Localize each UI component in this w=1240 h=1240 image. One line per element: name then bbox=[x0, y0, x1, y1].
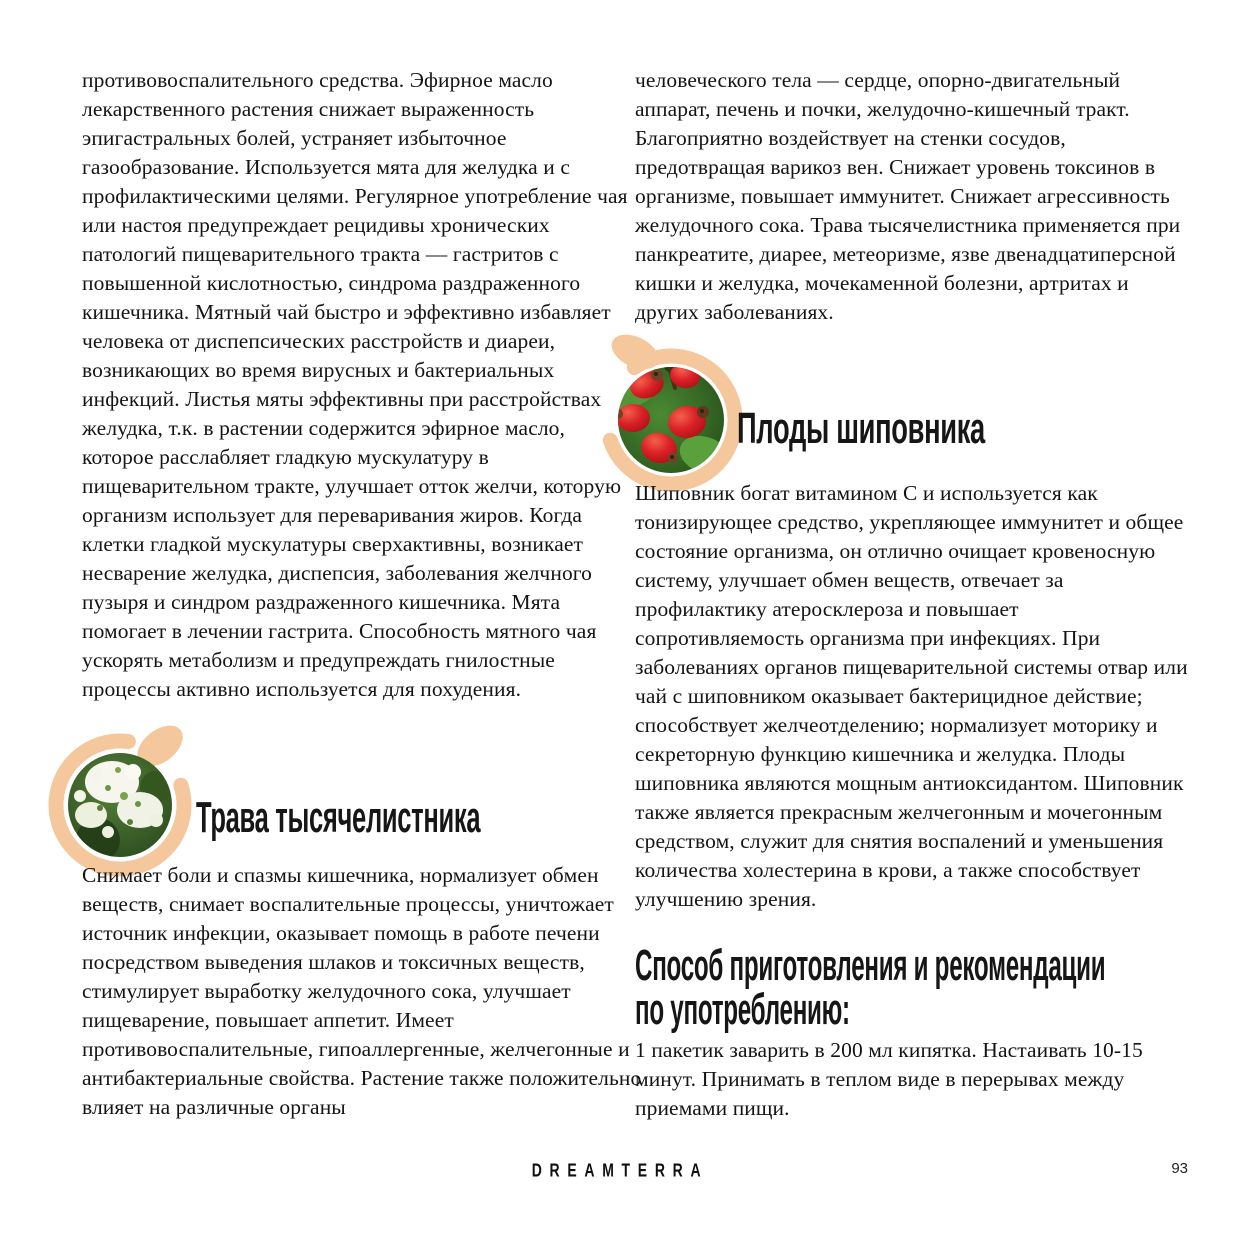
yarrow-section-title-text: Трава тысячелистника bbox=[196, 793, 481, 842]
yarrow-paragraph: Снимает боли и спазмы кишечника, нормализует обмен веществ, снимает воспалительные процессы, уничтожает источник инфекции, оказывает помощь в работе печени посредством выведения шлаков и токсичных веществ, стимулирует выработку желудочного сока, улучшает пищеварение, повышает аппетит. Имеет противовоспалительные, гипоаллергенные, желчегонные и антибактериальные свойства. Растение также положительно влияет на различные органы bbox=[82, 863, 642, 1119]
preparation-title-line1: Способ приготовления и рекомендации bbox=[635, 941, 1106, 990]
mint-paragraph-right: человеческого тела — сердце, опорно-двигательный аппарат, печень и почки, желудочно-кишечный тракт. Благоприятно воздействует на стенки сосудов, предотвращая варикоз вен. Снижает уровень токсинов в организме, повышает иммунитет. Снижает агрессивность желудочного сока. Трава тысячелистника применяется при панкреатите, диарее, метеоризме, язве двенадцатиперсной кишки и желудка, мочекаменной болезни, артритах и других заболеваниях. bbox=[635, 68, 1181, 324]
yarrow-section-title bbox=[196, 795, 686, 841]
rosehip-section-title bbox=[737, 406, 1137, 452]
page-number: 93 bbox=[1171, 1160, 1188, 1177]
rosehip-section-title-text: Плоды шиповника bbox=[737, 404, 985, 453]
preparation-title bbox=[635, 941, 1240, 1034]
preparation-paragraph: 1 пакетик заварить в 200 мл кипятка. Настаивать 10-15 минут. Принимать в теплом виде в перерывах между приемами пищи. bbox=[635, 1038, 1143, 1120]
rosehip-paragraph: Шиповник богат витамином С и используется как тонизирующее средство, укрепляющее иммунитет и общее состояние организма, он отлично очищает кровеносную систему, улучшает обмен веществ, отвечает за профилактику атеросклероза и повышает сопротивляемость организма при инфекциях. При заболеваниях органов пищеварительной системы отвар или чай с шиповником оказывает бактерицидное действие; способствует желчеотделению; нормализует моторику и секреторную функцию кишечника и желудка. Плоды шиповника являются мощным антиоксидантом. Шиповник также является прекрасным желчегонным и мочегонным средством, служит для снятия воспалений и уменьшения количества холестерина в крови, а также способствует улучшению зрения. bbox=[635, 481, 1188, 911]
mint-paragraph-left: противовоспалительного средства. Эфирное масло лекарственного растения снижает выраженность эпигастральных болей, устраняет избыточное газообразование. Используется мята для желудка и с профилактическими целями. Регулярное употребление чая или настоя предупреждает рецидивы хронических патологий пищеварительного тракта — гастритов с повышенной кислотностью, синдрома раздраженного кишечника. Мятный чай быстро и эффективно избавляет человека от диспепсических расстройств и диареи, возникающих во время вирусных и бактериальных инфекций. Листья мяты эффективны при расстройствах желудка, т.к. в растении содержится эфирное масло, которое расслабляет гладкую мускулатуру в пищеварительном тракте, улучшает отток желчи, которую организм использует для переваривания жиров. Когда клетки гладкой мускулатуры сверхактивны, возникает несварение желудка, диспепсия, заболевания желчного пузыря и синдром раздраженного кишечника. Мята помогает в лечении гастрита. Способность мятного чая ускорять метаболизм и предупреждать гнилостные процессы активно используется для похудения. bbox=[82, 68, 628, 701]
brand-logo: DREAMTERRA bbox=[531, 1159, 709, 1181]
yarrow-photo-circle bbox=[68, 753, 172, 862]
preparation-title-line2: по употреблению: bbox=[635, 985, 850, 1034]
footer bbox=[0, 1159, 1240, 1181]
